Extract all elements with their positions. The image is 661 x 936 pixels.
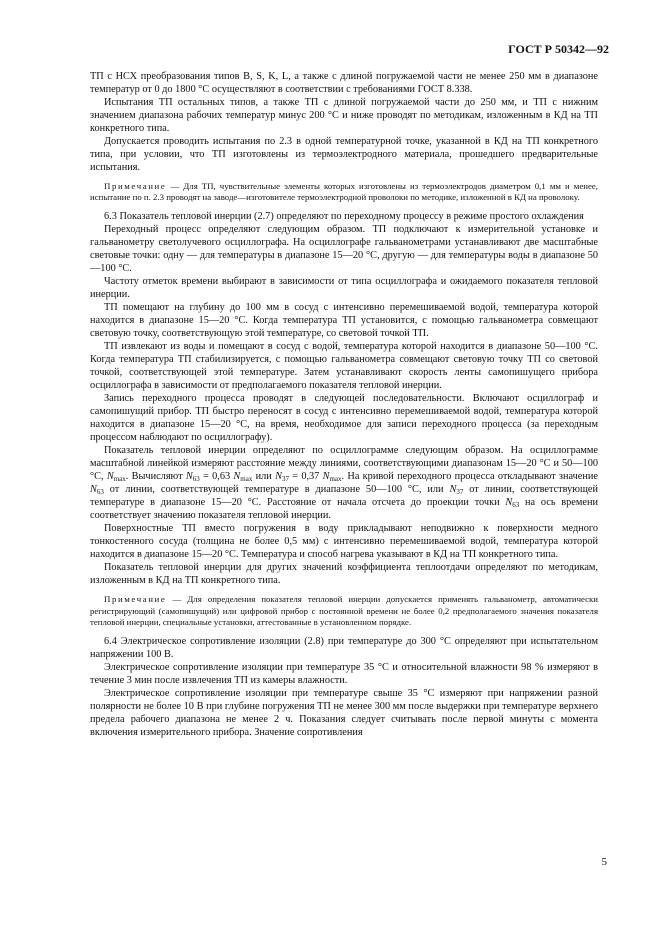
document-body: [90, 70, 598, 739]
document-header: ГОСТ Р 50342—92: [508, 42, 609, 56]
paragraph: Частоту отметок времени выбирают в зависимости от типа осциллографа и ожидаемого показателя тепловой инерции.: [90, 276, 598, 301]
paragraph: Испытания ТП остальных типов, а также ТП с длиной погружаемой части до 250 мм, и ТП с нижним значением диапазона рабочих температур минус 200 °С и ниже проводят по методикам, изложенным в КД на ТП конкретного типа.: [90, 97, 598, 134]
symbol-n: N: [106, 471, 114, 483]
paragraph: Поверхностные ТП вместо погружения в воду прикладывают неподвижно к поверхности медного тонкостенного сосуда (толщина не более 0,5 мм) с интенсивно перемешиваемой водой, температура которой находится в диапазоне 15—20 °С. Температура и способ нагрева указывают в КД на ТП конкретного типа.: [90, 523, 598, 561]
paragraph: ТП с НСХ преобразования типов B, S, K, L, а также с длиной погружаемой части не менее 250 мм в диапазоне температур от 0 до 1800 °С осуществляют в соответствии с требованиями ГОСТ 8.338.: [90, 71, 598, 95]
section-paragraph: 6.4 Электрическое сопротивление изоляции (2.8) при температуре до 300 °С определяют при испытательном напряжении 100 В.: [90, 636, 598, 661]
paragraph: Переходный процесс определяют следующим образом. ТП подключают к измерительной установке и гальванометру светолучевого осциллографа. На осциллографе гальванометрами устанавливают две масштабные световые точки: одну — для температуры в диапазоне 15—20 °С, другую — для температуры воды в диапазоне 50—100 °С.: [90, 224, 598, 275]
paragraph: Допускается проводить испытания по 2.3 в одной температурной точке, указанной в КД на ТП конкретного типа, при условии, что ТП изготовлены из термоэлектродного материала, прошедшего предварительные испытания.: [90, 136, 598, 173]
note: [90, 594, 598, 628]
note-label: Примечание: [104, 181, 167, 191]
paragraph: Электрическое сопротивление изоляции при температуре 35 °С и относительной влажности 98 % измеряют в течение 3 мин после извлечения ТП из камеры влажности.: [90, 662, 598, 687]
note: [90, 181, 598, 203]
formula-paragraph: Показатель тепловой инерции определяют по осциллограмме следующим образом. На осциллограмме масштабной линейкой измеряют расстояние между линиями, соответствующими диапазонам 15—20 °С и 50—100 °С, $N_{max}$. Вычисляют $N_{63} = 0,63$ $N_{max}$ или $N_{37} = 0,37$ $N_{max}$. На кривой переходного процесса откладывают значение $N_{63}$ от линии, соответствующей температуре в диапазоне 50—100 °С, или $N_{37}$ от линии, соответствующей температуре в диапазоне 15—20 °С. Расстояние от начала отсчета до проекции точки $N_{63}$ на ось времени соответствует значению показателя тепловой инерции.: [90, 445, 599, 522]
paragraph: Электрическое сопротивление изоляции при температуре свыше 35 °С измеряют при напряжении разной полярности не более 10 В при глубине погружения ТП не менее 300 мм после выдержки при температуре верхнего предела рабочего диапазона не менее 2 ч. Показания следует считывать после первой минуты с момента включения измерительного прибора. Значение сопротивления: [90, 688, 598, 739]
paragraph: Показатель тепловой инерции для других значений коэффициента теплоотдачи определяют по методикам, изложенным в КД на ТП конкретного типа.: [90, 562, 598, 587]
paragraph: Запись переходного процесса проводят в следующей последовательности. Включают осциллограф и самопишущий прибор. ТП быстро переносят в сосуд с интенсивно перемешиваемой водой, температура которой находится в диапазоне 15—20 °С, на время, необходимое для записи переходного процесса (за переходным процессом наблюдают по осциллографу).: [90, 393, 598, 444]
paragraph: ТП извлекают из воды и помещают в сосуд с водой, температура которой находится в диапазоне 50—100 °С. Когда температура ТП стабилизируется, с помощью гальванометра совмещают световую точку ТП со световой точкой, соответствующей этой температуре. Затем устанавливают скорость ленты самопишущего прибора осциллографа в зависимости от предполагаемого показателя тепловой инерции.: [90, 341, 598, 392]
note-label: Примечание: [104, 594, 167, 605]
section-paragraph: 6.3 Показатель тепловой инерции (2.7) определяют по переходному процессу в режиме простого охлаждения: [104, 211, 584, 223]
page-number: 5: [601, 856, 607, 868]
note-text: — Для определения показателя тепловой инерции допускается применять гальванометр, автоматически регистрирующий (самопишущий) или цифровой прибор с постоянной времени не более 0,2 предполагаемого значения показателя тепловой инерции, специальные установки, аттестованные в установленном порядке.: [90, 594, 598, 627]
paragraph: ТП помещают на глубину до 100 мм в сосуд с интенсивно перемешиваемой водой, температура которой находится в диапазоне 15—20 °С. Когда температура ТП установится, с помощью гальванометра совмещают световую точку, соответствующую этой температуре, со световой точкой ТП.: [90, 302, 598, 340]
note-text: — Для ТП, чувствительные элементы которых изготовлены из термоэлектродов диаметром 0,1 мм и менее, испытание по п. 2.3 проводят на заводе—изготовителе термоэлектродной проволоки по методике, изложенной в КД на проволоку.: [90, 181, 598, 203]
